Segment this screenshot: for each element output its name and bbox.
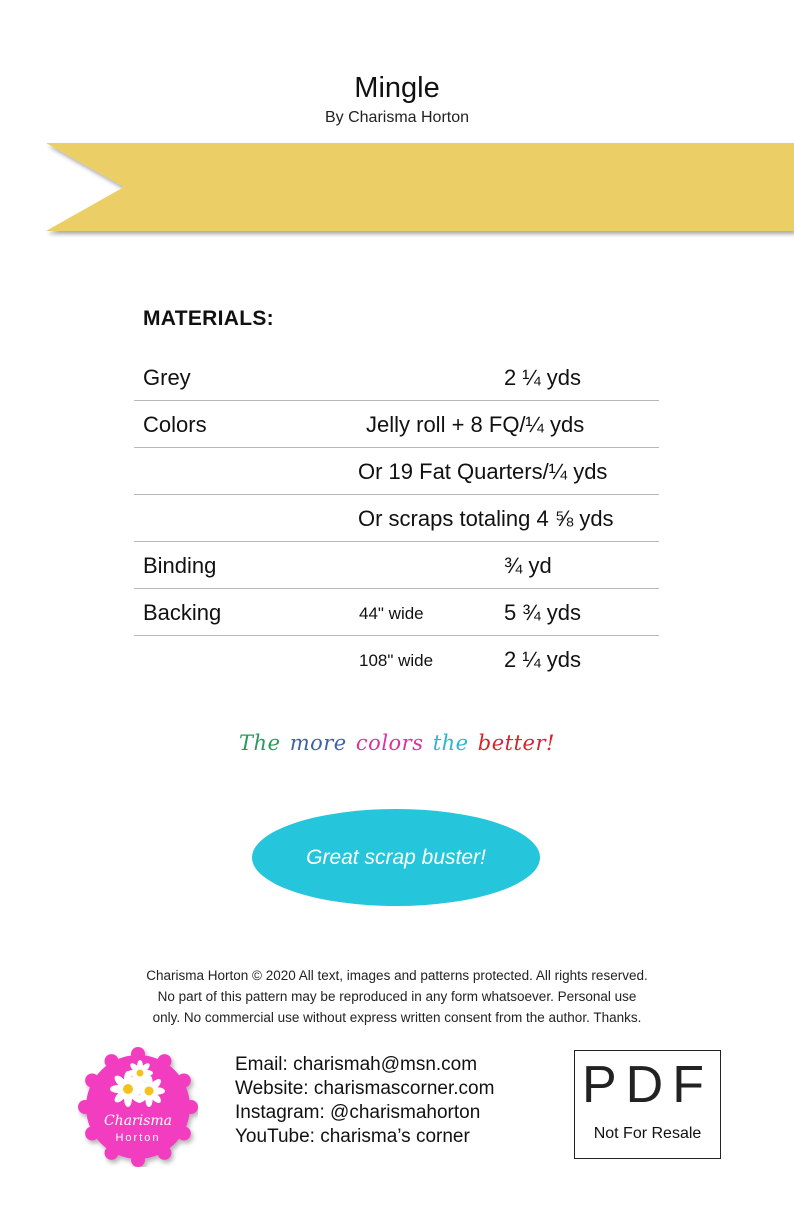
tagline-word: The xyxy=(239,731,281,755)
contact-website: Website: charismascorner.com xyxy=(235,1078,495,1099)
material-amount: 5 ¾ yds xyxy=(504,600,582,625)
copyright-notice xyxy=(100,965,694,1028)
copyright-line: Charisma Horton © 2020 All text, images and patterns protected. All rights reserved. xyxy=(146,968,648,983)
logo-name: Charisma xyxy=(103,1113,173,1129)
tagline xyxy=(0,731,794,755)
table-row xyxy=(134,495,659,542)
table-row xyxy=(134,542,659,589)
contact-instagram: Instagram: @charismahorton xyxy=(235,1102,481,1123)
tagline-word: colors xyxy=(355,731,424,755)
table-row xyxy=(134,354,659,401)
pdf-not-for-resale-stamp xyxy=(574,1050,721,1159)
material-note: Or scraps totaling 4 ⅝ yds xyxy=(358,506,614,531)
contact-youtube: YouTube: charisma’s corner xyxy=(235,1126,470,1147)
material-name: Binding xyxy=(143,553,217,578)
tagline-word: better! xyxy=(477,731,555,755)
material-name: Grey xyxy=(143,365,191,390)
materials-table xyxy=(134,354,659,682)
table-row xyxy=(134,448,659,495)
material-amount: ¾ yd xyxy=(504,553,552,578)
material-name: Backing xyxy=(143,600,222,625)
not-for-resale-label: Not For Resale xyxy=(593,1125,702,1142)
tagline-word: the xyxy=(432,731,469,755)
table-row xyxy=(134,401,659,448)
ribbon-banner xyxy=(40,140,794,240)
material-note: Jelly roll + 8 FQ/¼ yds xyxy=(366,412,585,437)
backing-width: 44" wide xyxy=(359,604,424,623)
contact-info xyxy=(235,1053,494,1149)
pdf-label: PDF xyxy=(582,1056,713,1114)
material-amount: 2 ¼ yds xyxy=(504,647,582,672)
callout-text: Great scrap buster! xyxy=(306,845,486,869)
pattern-title: Mingle xyxy=(354,72,440,104)
backing-width: 108" wide xyxy=(359,651,434,670)
callout-oval xyxy=(252,809,540,906)
table-row xyxy=(134,589,659,636)
material-amount: 2 ¼ yds xyxy=(504,365,582,390)
material-note: Or 19 Fat Quarters/¼ yds xyxy=(358,459,608,484)
tagline-word: more xyxy=(289,731,347,755)
materials-heading: MATERIALS: xyxy=(143,307,274,330)
copyright-line: only. No commercial use without express written consent from the author. Thanks. xyxy=(152,1010,642,1025)
material-name: Colors xyxy=(143,412,207,437)
table-row xyxy=(134,636,659,682)
logo-surname: Horton xyxy=(115,1132,161,1144)
copyright-line: No part of this pattern may be reproduced in any form whatsoever. Personal use xyxy=(157,989,637,1004)
contact-email: Email: charismah@msn.com xyxy=(235,1054,478,1075)
pattern-author: By Charisma Horton xyxy=(324,109,470,126)
charisma-horton-logo xyxy=(78,1047,198,1167)
